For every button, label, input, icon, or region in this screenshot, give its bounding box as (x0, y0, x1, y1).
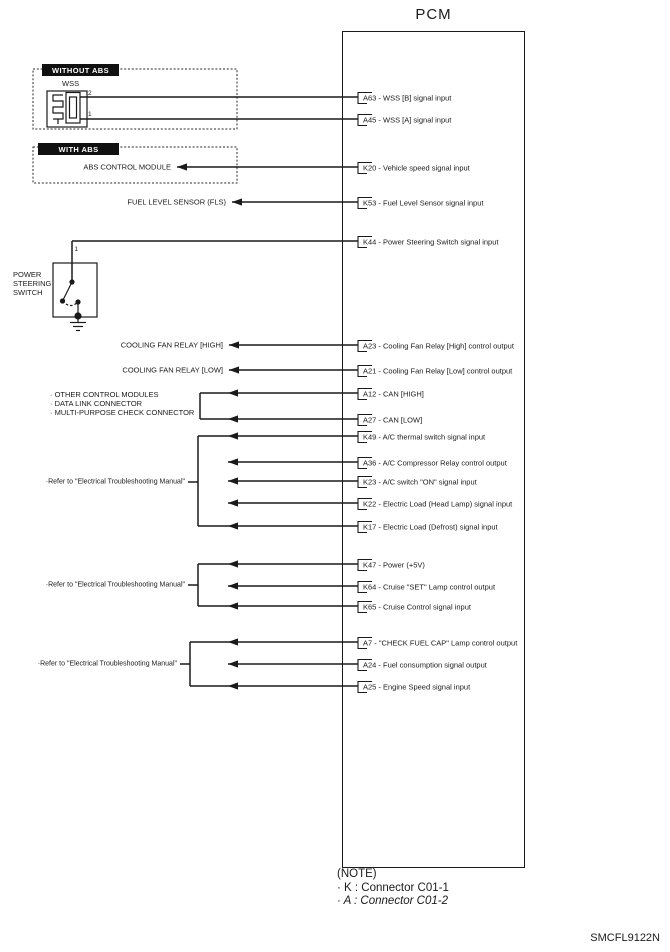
pcm-pin-label: K22 - Electric Load (Head Lamp) signal input (363, 499, 513, 509)
left-arrowhead-icon (229, 341, 239, 348)
power-steering-switch-symbol (53, 241, 97, 331)
pcm-pin-label: A63 - WSS [B] signal input (363, 93, 452, 103)
can-node-list (50, 391, 194, 417)
pcm-pin-label: A25 - Engine Speed signal input (363, 682, 471, 692)
pcm-pin-label: A21 - Cooling Fan Relay [Low] control output (363, 366, 513, 376)
can-node-item: · MULTI-PURPOSE CHECK CONNECTOR (50, 407, 195, 417)
pcm-pin-label: A45 - WSS [A] signal input (363, 115, 452, 125)
pcm-pin-label: K64 - Cruise "SET" Lamp control output (363, 582, 496, 592)
left-arrowhead-icon (228, 660, 238, 667)
left-arrowhead-icon (228, 602, 238, 609)
without-abs-badge: WITHOUT ABS (42, 64, 119, 76)
left-arrowhead-icon (228, 499, 238, 506)
left-arrowhead-icon (228, 432, 238, 439)
left-arrowhead-icon (228, 522, 238, 529)
without-abs-boundary (33, 69, 237, 129)
pcm-pin-label: K47 - Power (+5V) (363, 560, 425, 570)
note-heading: (NOTE) (337, 868, 377, 880)
pcm-pin-label: K49 - A/C thermal switch signal input (363, 432, 486, 442)
source-label: ABS CONTROL MODULE (83, 162, 171, 172)
note-connector-k: · K : Connector C01-1 (337, 881, 449, 894)
coil-icon (53, 95, 63, 124)
left-arrowhead-icon (228, 389, 238, 396)
left-arrowhead-icon (229, 366, 239, 373)
left-arrowhead-icon (177, 163, 187, 170)
left-arrowhead-icon (228, 477, 238, 484)
wss-pin-2-label: 2 (88, 90, 92, 97)
pcm-pin-label: A7 - "CHECK FUEL CAP" Lamp control output (363, 638, 518, 648)
power-steering-switch-label: POWER STEERING SWITCH (13, 270, 52, 297)
pcm-pin-label: K20 - Vehicle speed signal input (363, 163, 470, 173)
pcm-pin-label: K65 - Cruise Control signal input (363, 602, 471, 612)
left-arrowhead-icon (228, 560, 238, 567)
pcm-box (342, 31, 525, 868)
source-label: COOLING FAN RELAY [LOW] (122, 365, 223, 375)
with-abs-badge: WITH ABS (38, 143, 119, 155)
wss-pin-1-label: 1 (88, 111, 92, 118)
pcm-pin-label: A24 - Fuel consumption signal output (363, 660, 487, 670)
ground-icon (70, 312, 86, 330)
refer-note-label: ·Refer to "Electrical Troubleshooting Manual" (45, 478, 185, 486)
figure-code: SMCFL9122N (590, 932, 660, 944)
wss-label: WSS (62, 79, 80, 88)
note-connector-a: · A : Connector C01-2 (337, 895, 449, 907)
left-arrowhead-icon (228, 415, 238, 422)
refer-note-label: ·Refer to "Electrical Troubleshooting Manual" (45, 581, 185, 589)
source-label: COOLING FAN RELAY [HIGH] (120, 340, 223, 350)
can-node-item: · DATA LINK CONNECTOR (50, 398, 143, 408)
left-arrowhead-icon (228, 582, 238, 589)
left-arrowhead-icon (228, 458, 238, 465)
pcm-pin-label: A23 - Cooling Fan Relay [High] control output (363, 341, 514, 351)
pcm-pin-label: A36 - A/C Compressor Relay control output (363, 458, 507, 468)
pcm-pin-label: K53 - Fuel Level Sensor signal input (363, 198, 484, 208)
pcm-pin-label: K23 - A/C switch "ON" signal input (363, 477, 477, 487)
switch-pin-1-label: 1 (74, 246, 79, 253)
pcm-title: PCM (415, 6, 452, 23)
refer-note-label: ·Refer to "Electrical Troubleshooting Manual" (37, 660, 177, 668)
left-arrowhead-icon (228, 682, 238, 689)
pcm-pin-label: A27 - CAN [LOW] (363, 415, 423, 425)
pcm-pin-label: A12 - CAN [HIGH] (363, 389, 424, 399)
pcm-pin-label: K17 - Electric Load (Defrost) signal input (363, 522, 498, 532)
source-label: FUEL LEVEL SENSOR (FLS) (127, 197, 226, 207)
left-arrowhead-icon (232, 198, 242, 205)
pcm-pin-label: K44 - Power Steering Switch signal input (363, 237, 499, 247)
note-block (337, 868, 449, 909)
can-node-item: · OTHER CONTROL MODULES (50, 390, 159, 399)
left-arrowhead-icon (228, 638, 238, 645)
